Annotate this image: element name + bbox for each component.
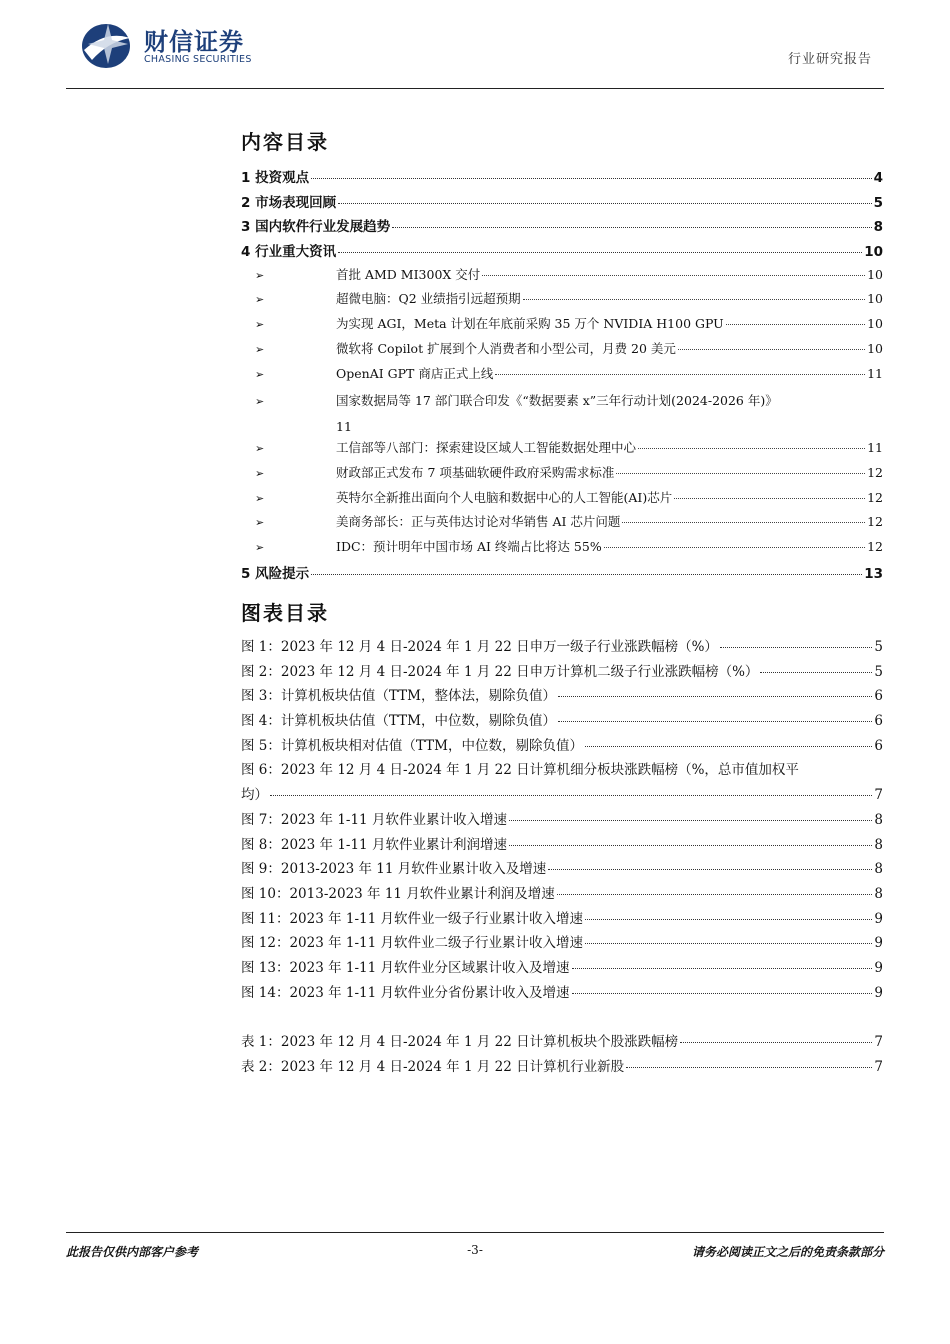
toc-subitem[interactable]: ➢ 为实现 AGI，Meta 计划在年底前采购 35 万个 NVIDIA H100 GPU 10 xyxy=(241,314,883,339)
figure-item[interactable]: 图 14：2023 年 1-11 月软件业分省份累计收入及增速 9 xyxy=(241,984,883,1001)
toc-item[interactable]: 3 国内软件行业发展趋势 8 xyxy=(241,219,883,236)
arrow-bullet-icon: ➢ xyxy=(255,342,265,356)
toc-subitem[interactable]: ➢ 超微电脑：Q2 业绩指引远超预期 10 xyxy=(241,289,883,314)
toc-subitem[interactable]: ➢ 财政部正式发布 7 项基础软硬件政府采购需求标准 12 xyxy=(241,463,883,488)
figure-item[interactable]: 图 11：2023 年 1-11 月软件业一级子行业累计收入增速 9 xyxy=(241,910,883,927)
arrow-bullet-icon: ➢ xyxy=(255,395,265,409)
figure-item[interactable]: 图 4：计算机板块估值（TTM，中位数，剔除负值） 6 xyxy=(241,713,883,730)
footer-note: 此报告仅供内部客户参考 xyxy=(66,1245,199,1259)
tables-list xyxy=(241,1030,883,1079)
arrow-bullet-icon: ➢ xyxy=(255,466,265,480)
page-number: -3- xyxy=(467,1243,483,1257)
arrow-bullet-icon: ➢ xyxy=(255,491,265,505)
figure-item[interactable]: 图 3：计算机板块估值（TTM，整体法，剔除负值） 6 xyxy=(241,688,883,705)
toc-subitem[interactable]: ➢ 英特尔全新推出面向个人电脑和数据中心的人工智能(AI)芯片 12 xyxy=(241,488,883,513)
toc-subitem[interactable]: ➢ 美商务部长：正与英伟达讨论对华销售 AI 芯片问题 12 xyxy=(241,512,883,537)
disclaimer-note: 请务必阅读正文之后的免责条款部分 xyxy=(691,1245,884,1259)
toc-item[interactable]: 5 风险提示 13 xyxy=(241,565,883,582)
company-logo-icon xyxy=(78,20,134,72)
toc-subitem[interactable]: ➢ 国家数据局等 17 部门联合印发《“数据要素 x”三年行动计划(2024-2026 年)》 11 xyxy=(241,388,883,438)
figure-item[interactable]: 图 10：2013-2023 年 11 月软件业累计利润及增速 8 xyxy=(241,885,883,902)
logo-text-en: CHASING SECURITIES xyxy=(144,54,252,65)
figure-item[interactable]: 图 5：计算机板块相对估值（TTM，中位数，剔除负值） 6 xyxy=(241,737,883,754)
figure-item[interactable]: 图 9：2013-2023 年 11 月软件业累计收入及增速 8 xyxy=(241,861,883,878)
figure-item[interactable]: 图 7：2023 年 1-11 月软件业累计收入增速 8 xyxy=(241,811,883,828)
logo-text-cn: 财信证券 xyxy=(144,28,244,56)
arrow-bullet-icon: ➢ xyxy=(255,367,265,381)
toc-subitem[interactable]: ➢ 微软将 Copilot 扩展到个人消费者和小型公司，月费 20 美元 10 xyxy=(241,339,883,364)
arrow-bullet-icon: ➢ xyxy=(255,268,265,282)
toc-item[interactable]: 2 市场表现回顾 5 xyxy=(241,194,883,211)
figure-item[interactable]: 图 2：2023 年 12 月 4 日-2024 年 1 月 22 日申万计算机二级子行业涨跌幅榜（%） 5 xyxy=(241,663,883,680)
figure-item[interactable]: 图 12：2023 年 1-11 月软件业二级子行业累计收入增速 9 xyxy=(241,935,883,952)
toc-subitem[interactable]: ➢ IDC：预计明年中国市场 AI 终端占比将达 55% 12 xyxy=(241,537,883,562)
toc-list xyxy=(241,166,883,586)
figure-item[interactable]: 图 8：2023 年 1-11 月软件业累计利润增速 8 xyxy=(241,836,883,853)
toc-subitem[interactable]: ➢ 工信部等八部门：探索建设区域人工智能数据处理中心 11 xyxy=(241,438,883,463)
toc-subitem[interactable]: ➢ OpenAI GPT 商店正式上线 11 xyxy=(241,364,883,389)
arrow-bullet-icon: ➢ xyxy=(255,442,265,456)
arrow-bullet-icon: ➢ xyxy=(255,293,265,307)
page-header xyxy=(66,10,884,89)
toc-item[interactable]: 4 行业重大资讯 10 xyxy=(241,244,883,261)
figure-item[interactable]: 图 6：2023 年 12 月 4 日-2024 年 1 月 22 日计算机细分板块涨跌幅榜（%，总市值加权平 均） 7 xyxy=(241,762,883,804)
toc-title: 内容目录 xyxy=(241,130,329,154)
table-item[interactable]: 表 1：2023 年 12 月 4 日-2024 年 1 月 22 日计算机板块个股涨跌幅榜 7 xyxy=(241,1034,883,1050)
page-footer xyxy=(66,1232,884,1259)
toc-subitem[interactable]: ➢ 首批 AMD MI300X 交付 10 xyxy=(241,265,883,290)
figures-list xyxy=(241,635,883,1005)
figure-item[interactable]: 图 1：2023 年 12 月 4 日-2024 年 1 月 22 日申万一级子行业涨跌幅榜（%） 5 xyxy=(241,639,883,655)
arrow-bullet-icon: ➢ xyxy=(255,516,265,530)
toc-item[interactable]: 1 投资观点 4 xyxy=(241,170,883,186)
report-type: 行业研究报告 xyxy=(787,52,872,67)
figures-title: 图表目录 xyxy=(241,601,329,625)
arrow-bullet-icon: ➢ xyxy=(255,318,265,332)
table-item[interactable]: 表 2：2023 年 12 月 4 日-2024 年 1 月 22 日计算机行业新股 7 xyxy=(241,1058,883,1075)
figure-item[interactable]: 图 13：2023 年 1-11 月软件业分区域累计收入及增速 9 xyxy=(241,959,883,976)
arrow-bullet-icon: ➢ xyxy=(255,540,265,554)
